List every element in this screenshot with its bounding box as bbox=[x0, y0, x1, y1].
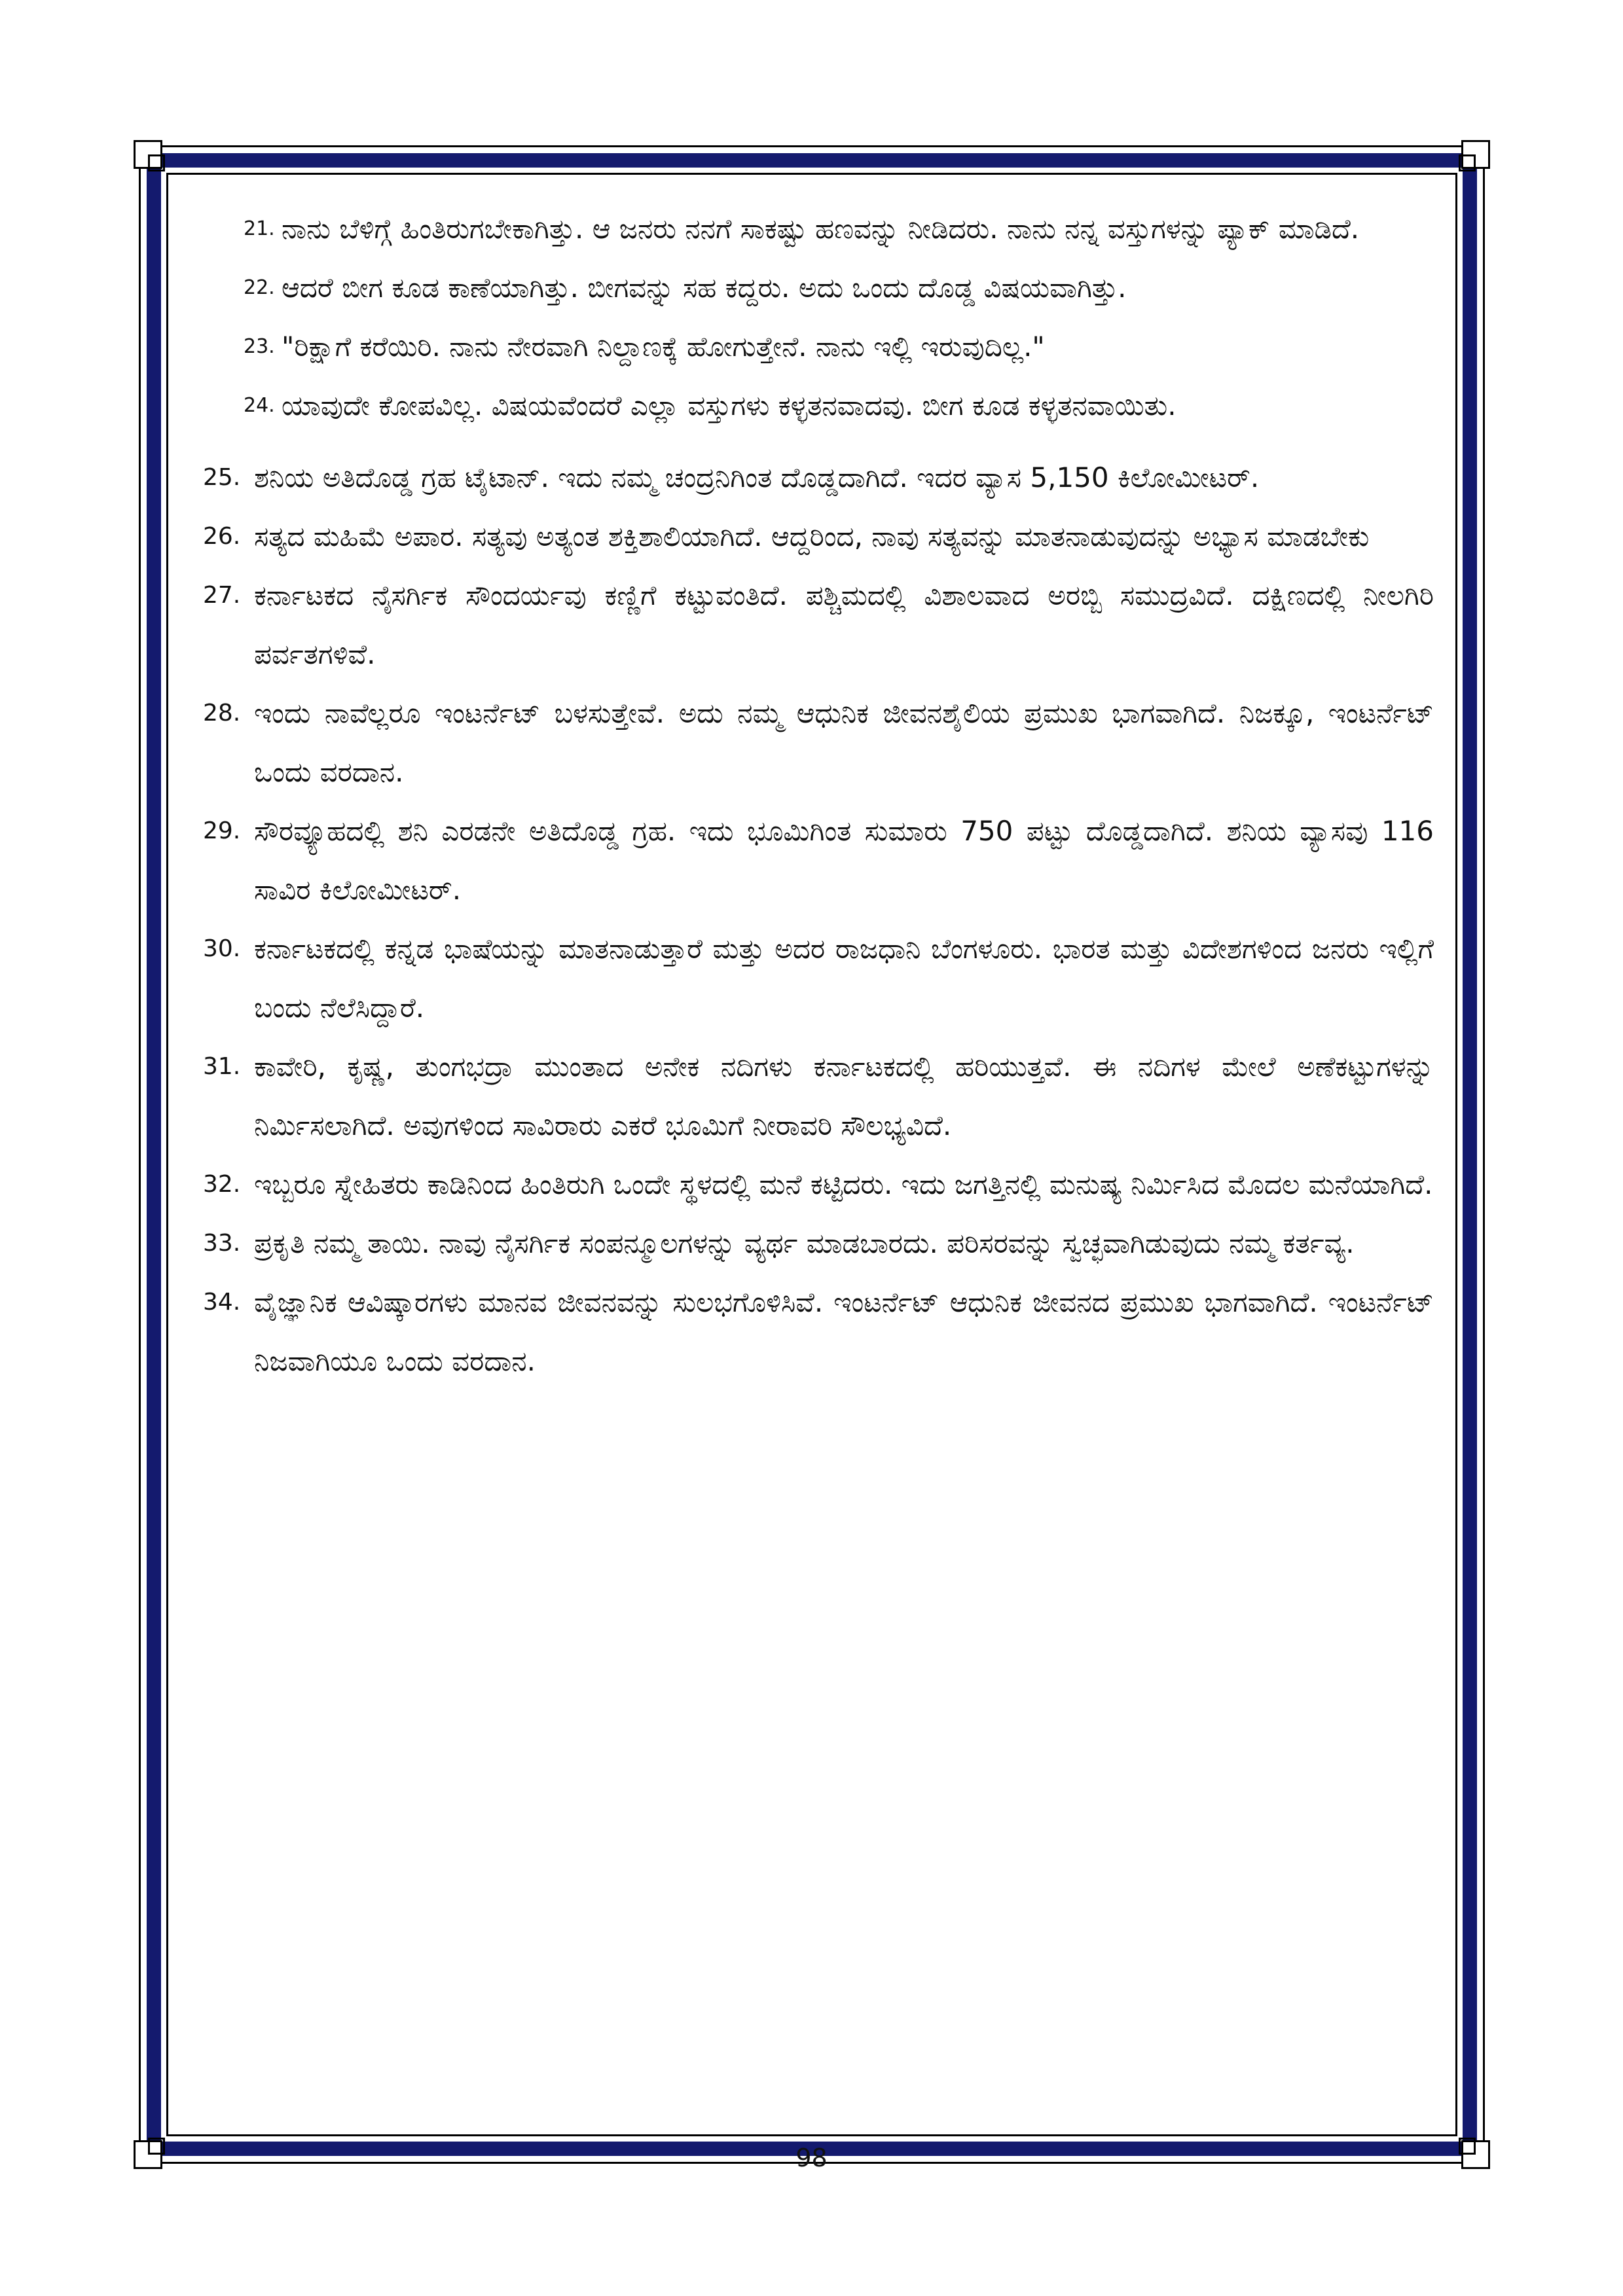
item-text: ಕರ್ನಾಟಕದ ನೈಸರ್ಗಿಕ ಸೌಂದರ್ಯವು ಕಣ್ಣಿಗೆ ಕಟ್ಟುವಂತಿದೆ. ಪಶ್ಚಿಮದಲ್ಲಿ ವಿಶಾಲವಾದ ಅರಬ್ಬಿ ಸಮುದ್ರವಿದೆ. ದಕ್ಷಿಣದಲ್ಲಿ ನೀಲಗಿರಿ ಪರ್ವತಗಳಿವೆ. bbox=[254, 579, 1434, 670]
item-number: 22. bbox=[244, 276, 275, 299]
item-text: ಇಬ್ಬರೂ ಸ್ನೇಹಿತರು ಕಾಡಿನಿಂದ ಹಿಂತಿರುಗಿ ಒಂದೇ ಸ್ಥಳದಲ್ಲಿ ಮನೆ ಕಟ್ಟಿದರು. ಇದು ಜಗತ್ತಿನಲ್ಲಿ ಮನುಷ್ಯ ನಿರ್ಮಿಸಿದ ಮೊದಲ ಮನೆಯಾಗಿದೆ. bbox=[254, 1168, 1433, 1200]
item-text: ಇಂದು ನಾವೆಲ್ಲರೂ ಇಂಟರ್ನೆಟ್ ಬಳಸುತ್ತೇವೆ. ಅದು ನಮ್ಮ ಆಧುನಿಕ ಜೀವನಶೈಲಿಯ ಪ್ರಮುಖ ಭಾಗವಾಗಿದೆ. ನಿಜಕ್ಕೂ, ಇಂಟರ್ನೆಟ್ ಒಂದು ವರದಾನ. bbox=[254, 697, 1434, 788]
item-text: ವೈಜ್ಞಾನಿಕ ಆವಿಷ್ಕಾರಗಳು ಮಾನವ ಜೀವನವನ್ನು ಸುಲಭಗೊಳಿಸಿವೆ. ಇಂಟರ್ನೆಟ್ ಆಧುನಿಕ ಜೀವನದ ಪ್ರಮುಖ ಭಾಗವಾಗಿದೆ. ಇಂಟರ್ನೆಟ್ ನಿಜವಾಗಿಯೂ ಒಂದು ವರದಾನ. bbox=[254, 1286, 1434, 1377]
item-number: 30. bbox=[203, 935, 241, 962]
item-number: 29. bbox=[203, 817, 241, 844]
item-number: 25. bbox=[203, 464, 241, 491]
list-item bbox=[203, 1214, 1434, 1273]
list-item bbox=[203, 802, 1434, 920]
item-text: ಕರ್ನಾಟಕದಲ್ಲಿ ಕನ್ನಡ ಭಾಷೆಯನ್ನು ಮಾತನಾಡುತ್ತಾರೆ ಮತ್ತು ಅದರ ರಾಜಧಾನಿ ಬೆಂಗಳೂರು. ಭಾರತ ಮತ್ತು ವಿದೇಶಗಳಿಂದ ಜನರು ಇಲ್ಲಿಗೆ ಬಂದು ನೆಲೆಸಿದ್ದಾರೆ. bbox=[254, 933, 1434, 1024]
item-text: "ರಿಕ್ಷಾಗೆ ಕರೆಯಿರಿ. ನಾನು ನೇರವಾಗಿ ನಿಲ್ದಾಣಕ್ಕೆ ಹೋಗುತ್ತೇನೆ. ನಾನು ಇಲ್ಲಿ ಇರುವುದಿಲ್ಲ." bbox=[282, 331, 1045, 363]
item-number: 28. bbox=[203, 700, 241, 726]
item-text: ಪ್ರಕೃತಿ ನಮ್ಮ ತಾಯಿ. ನಾವು ನೈಸರ್ಗಿಕ ಸಂಪನ್ಮೂಲಗಳನ್ನು ವ್ಯರ್ಥ ಮಾಡಬಾರದು. ಪರಿಸರವನ್ನು ಸ್ವಚ್ಛವಾಗಿಡುವುದು ನಮ್ಮ ಕರ್ತವ್ಯ. bbox=[254, 1227, 1355, 1259]
corner-ornament-top-right bbox=[1451, 140, 1490, 179]
list-item bbox=[203, 684, 1434, 802]
list-item bbox=[203, 1037, 1434, 1155]
item-number: 31. bbox=[203, 1053, 241, 1080]
item-number: 32. bbox=[203, 1171, 241, 1198]
sentence-list-b bbox=[203, 448, 1434, 1391]
corner-ornament-top-left bbox=[134, 140, 173, 179]
item-text: ಯಾವುದೇ ಕೋಪವಿಲ್ಲ. ವಿಷಯವೆಂದರೆ ಎಲ್ಲಾ ವಸ್ತುಗಳು ಕಳ್ಳತನವಾದವು. ಬೀಗ ಕೂಡ ಕಳ್ಳತನವಾಯಿತು. bbox=[282, 389, 1176, 422]
list-item bbox=[203, 566, 1434, 684]
list-item bbox=[203, 920, 1434, 1037]
item-text: ನಾನು ಬೆಳಿಗ್ಗೆ ಹಿಂತಿರುಗಬೇಕಾಗಿತ್ತು. ಆ ಜನರು ನನಗೆ ಸಾಕಷ್ಟು ಹಣವನ್ನು ನೀಡಿದರು. ನಾನು ನನ್ನ ವಸ್ತುಗಳನ್ನು ಪ್ಯಾಕ್ ಮಾಡಿದೆ. bbox=[282, 213, 1360, 245]
list-item bbox=[203, 200, 1434, 259]
list-item bbox=[203, 1155, 1434, 1214]
list-item bbox=[203, 448, 1434, 507]
list-item bbox=[203, 259, 1434, 317]
item-text: ಸೌರವ್ಯೂಹದಲ್ಲಿ ಶನಿ ಎರಡನೇ ಅತಿದೊಡ್ಡ ಗ್ರಹ. ಇದು ಭೂಮಿಗಿಂತ ಸುಮಾರು 750 ಪಟ್ಟು ದೊಡ್ಡದಾಗಿದೆ. ಶನಿಯ ವ್ಯಾಸವು 116 ಸಾವಿರ ಕಿಲೋಮೀಟರ್. bbox=[254, 815, 1434, 906]
item-text: ಕಾವೇರಿ, ಕೃಷ್ಣ, ತುಂಗಭದ್ರಾ ಮುಂತಾದ ಅನೇಕ ನದಿಗಳು ಕರ್ನಾಟಕದಲ್ಲಿ ಹರಿಯುತ್ತವೆ. ಈ ನದಿಗಳ ಮೇಲೆ ಅಣೆಕಟ್ಟುಗಳನ್ನು ನಿರ್ಮಿಸಲಾಗಿದೆ. ಅವುಗಳಿಂದ ಸಾವಿರಾರು ಎಕರೆ ಭೂಮಿಗೆ ನೀರಾವರಿ ಸೌಲಭ್ಯವಿದೆ. bbox=[254, 1050, 1434, 1141]
page-content bbox=[203, 200, 1434, 1391]
item-number: 34. bbox=[203, 1289, 241, 1316]
item-number: 21. bbox=[244, 217, 275, 240]
item-number: 24. bbox=[244, 394, 275, 417]
item-number: 27. bbox=[203, 582, 241, 609]
item-text: ಆದರೆ ಬೀಗ ಕೂಡ ಕಾಣೆಯಾಗಿತ್ತು. ಬೀಗವನ್ನು ಸಹ ಕದ್ದರು. ಅದು ಒಂದು ದೊಡ್ಡ ವಿಷಯವಾಗಿತ್ತು. bbox=[282, 272, 1127, 304]
list-item bbox=[203, 1273, 1434, 1391]
list-item bbox=[203, 376, 1434, 435]
list-item bbox=[203, 317, 1434, 376]
item-text: ಶನಿಯ ಅತಿದೊಡ್ಡ ಗ್ರಹ ಟೈಟಾನ್. ಇದು ನಮ್ಮ ಚಂದ್ರನಿಗಿಂತ ದೊಡ್ಡದಾಗಿದೆ. ಇದರ ವ್ಯಾಸ 5,150 ಕಿಲೋಮೀಟರ್. bbox=[254, 461, 1260, 493]
item-number: 33. bbox=[203, 1230, 241, 1257]
item-number: 23. bbox=[244, 335, 275, 358]
item-text: ಸತ್ಯದ ಮಹಿಮೆ ಅಪಾರ. ಸತ್ಯವು ಅತ್ಯಂತ ಶಕ್ತಿಶಾಲಿಯಾಗಿದೆ. ಆದ್ದರಿಂದ, ನಾವು ಸತ್ಯವನ್ನು ಮಾತನಾಡುವುದನ್ನು ಅಭ್ಯಾಸ ಮಾಡಬೇಕು bbox=[254, 520, 1370, 552]
list-item bbox=[203, 507, 1434, 566]
page-number: 98 bbox=[795, 2144, 828, 2172]
sentence-list-a bbox=[203, 200, 1434, 435]
item-number: 26. bbox=[203, 523, 241, 550]
